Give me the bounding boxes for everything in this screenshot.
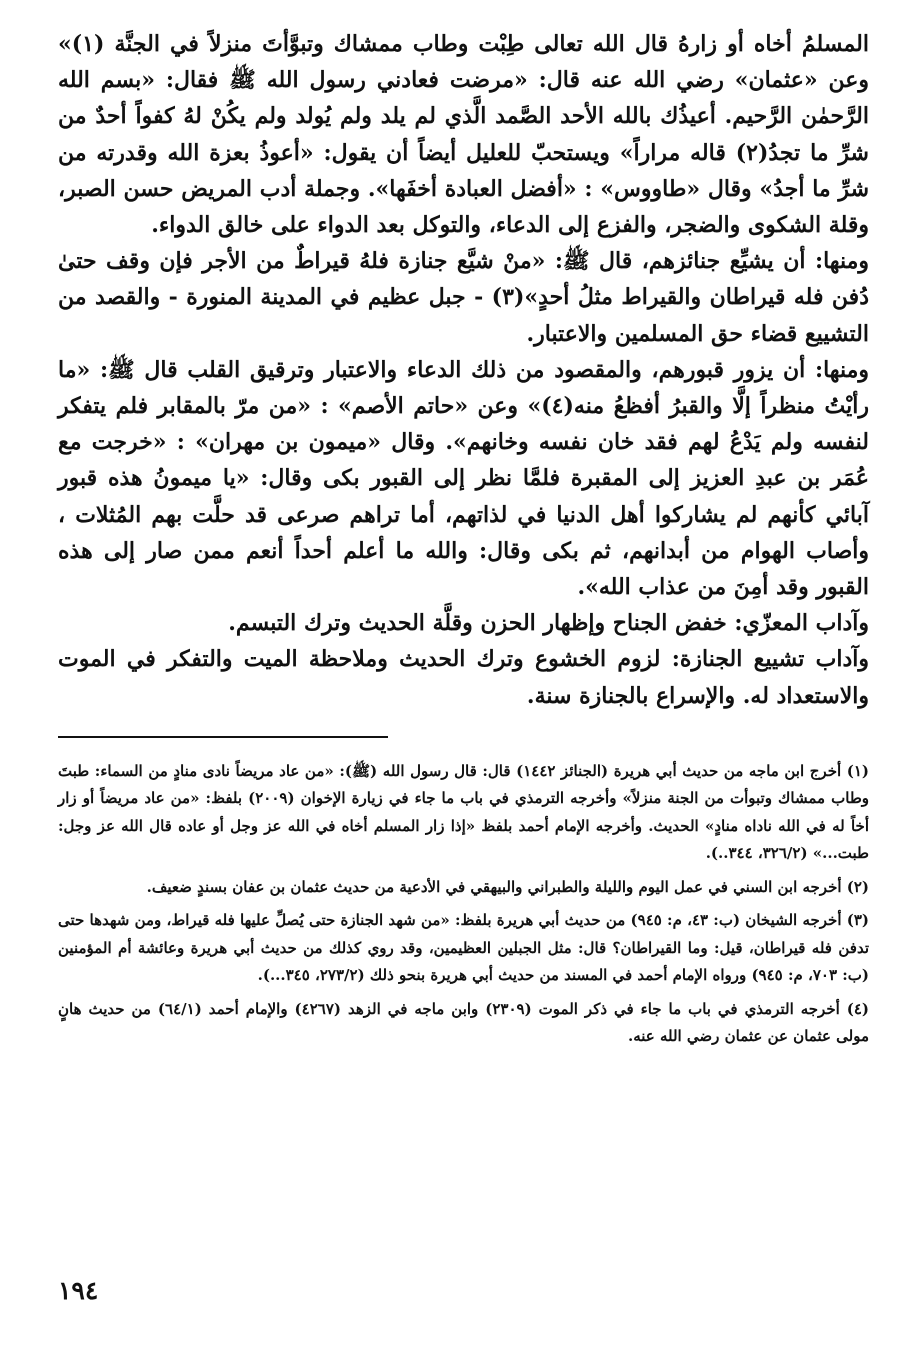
paragraph-condolence-etiquette: وآداب المعزّي: خفض الجناح وإظهار الحزن وقلَّة الحديث وترك التبسم. [228, 610, 869, 637]
footnote-3: (٣) أخرجه الشيخان (ب: ٤٣، م: ٩٤٥) من حديث أبي هريرة بلفظ: «من شهد الجنازة حتى يُصلِّ عليها فله قيراط، ومن شهدها حتى تدفن فله قيراطان، قيل: وما القيراطان؟ قال: مثل الجبلين العظيمين، وقد روي كذلك من حديث أبي هريرة وعائشة أم المؤمنين (ب: ٧٠٣، م: ٩٤٥) ورواه الإمام أحمد في المسند من حديث أبي هريرة بنحو ذلك (٢٧٣/٢، ٣٤٥...). [58, 911, 869, 985]
footnote-4: (٤) أخرجه الترمذي في باب ما جاء في ذكر الموت (٢٣٠٩) وابن ماجه في الزهد (٤٢٦٧) والإمام أحمد (٦٤/١) من حديث هانٍ مولى عثمان عن عثمان رضي الله عنه. [58, 999, 870, 1046]
paragraph-visiting-graves: ومنها: أن يزور قبورهم، والمقصود من ذلك الدعاء والاعتبار وترقيق القلب قال ﷺ: «ما رأيْتُ منظراً إلَّا والقبرُ أفظعُ منه(٤)» وعن «حاتم الأصم» : «من مرّ بالمقابر فلم يتفكر لنفسه ولم يَدْعُ لهم فقد خان نفسه وخانهم». وقال «ميمون بن مهران» : «خرجت مع عُمَر بن عبدِ العزيز إلى المقبرة فلمَّا نظر إلى القبور بكى وقال: «يا ميمونُ هذه قبور آبائي كأنهم لم يشاركوا أهل الدنيا في لذاتهم، أما تراهم صرعى قد حلَّت بهم المُثلات ، وأصاب الهوام من أبدانهم، ثم بكى وقال: والله ما أعلم أحداً أنعم ممن صار إلى هذه القبور وقد أمِنَ من عذاب الله». [58, 356, 869, 601]
footnotes [58, 758, 869, 1051]
footnote-2: (٢) أخرجه ابن السني في عمل اليوم والليلة والطبراني والبيهقي في الأدعية من حديث عثمان بن عفان بسندٍ ضعيف. [146, 877, 869, 896]
footnote-separator [58, 736, 388, 738]
paragraph-funeral: ومنها: أن يشيِّع جنائزهم، قال ﷺ: «منْ شيَّع جنازة فلهُ قيراطٌ من الأجر فإن وقف حتىٰ دُفن فله قيراطان والقيراط مثلُ أحدٍ»(٣) - جبل عظيم في المدينة المنورة - والقصد من التشييع قضاء حق المسلمين والاعتبار. [58, 248, 869, 347]
footnote-1: (١) أخرج ابن ماجه من حديث أبي هريرة (الجنائز ١٤٤٢) قال: قال رسول الله (ﷺ): «من عاد مريضاً نادى منادٍ من السماء: طبتَ وطاب ممشاك وتبوأت من الجنة منزلاً» وأخرجه الترمذي في باب ما جاء في زيارة الإخوان (٢٠٠٩) بلفظ: «من عاد مريضاً أو زار أخاً له في الله ناداه منادٍ» الحديث. وأخرجه الإمام أحمد بلفظ «إذا زار المسلم أخاه في الله عز وجل أو عاده قال الله عز وجل: طبت...» (٣٢٦/٢، ٣٤٤..). [58, 761, 870, 863]
page-number: ١٩٤ [58, 1276, 99, 1305]
paragraph-visiting-sick: المسلمُ أخاه أو زارهُ قال الله تعالى طِبْت وطاب ممشاك وتبوَّأتَ منزلاً في الجنَّة (١)» وعن «عثمان» رضي الله عنه قال: «مرضت فعادني رسول الله ﷺ فقال: «بسم الله الرَّحمٰن الرَّحيم. أعيذُك بالله الأحد الصَّمد الَّذي لم يلد ولم يُولد ولم يكُنْ لهُ كفواً أحدٌ من شرِّ ما تجدُ(٢) قاله مراراً» ويستحبّ للعليل أيضاً أن يقول: «أعوذُ بعزة الله وقدرته من شرِّ ما أجدُ» وقال «طاووس» : «أفضل العبادة أخفَها». وجملة أدب المريض حسن الصبر، وقلة الشكوى والضجر، والفزع إلى الدعاء، والتوكل بعد الدواء على خالق الدواء. [58, 31, 869, 239]
main-text [58, 26, 869, 714]
paragraph-funeral-etiquette: وآداب تشييع الجنازة: لزوم الخشوع وترك الحديث وملاحظة الميت والتفكر في الموت والاستعداد له. والإسراع بالجنازة سنة. [58, 646, 869, 709]
